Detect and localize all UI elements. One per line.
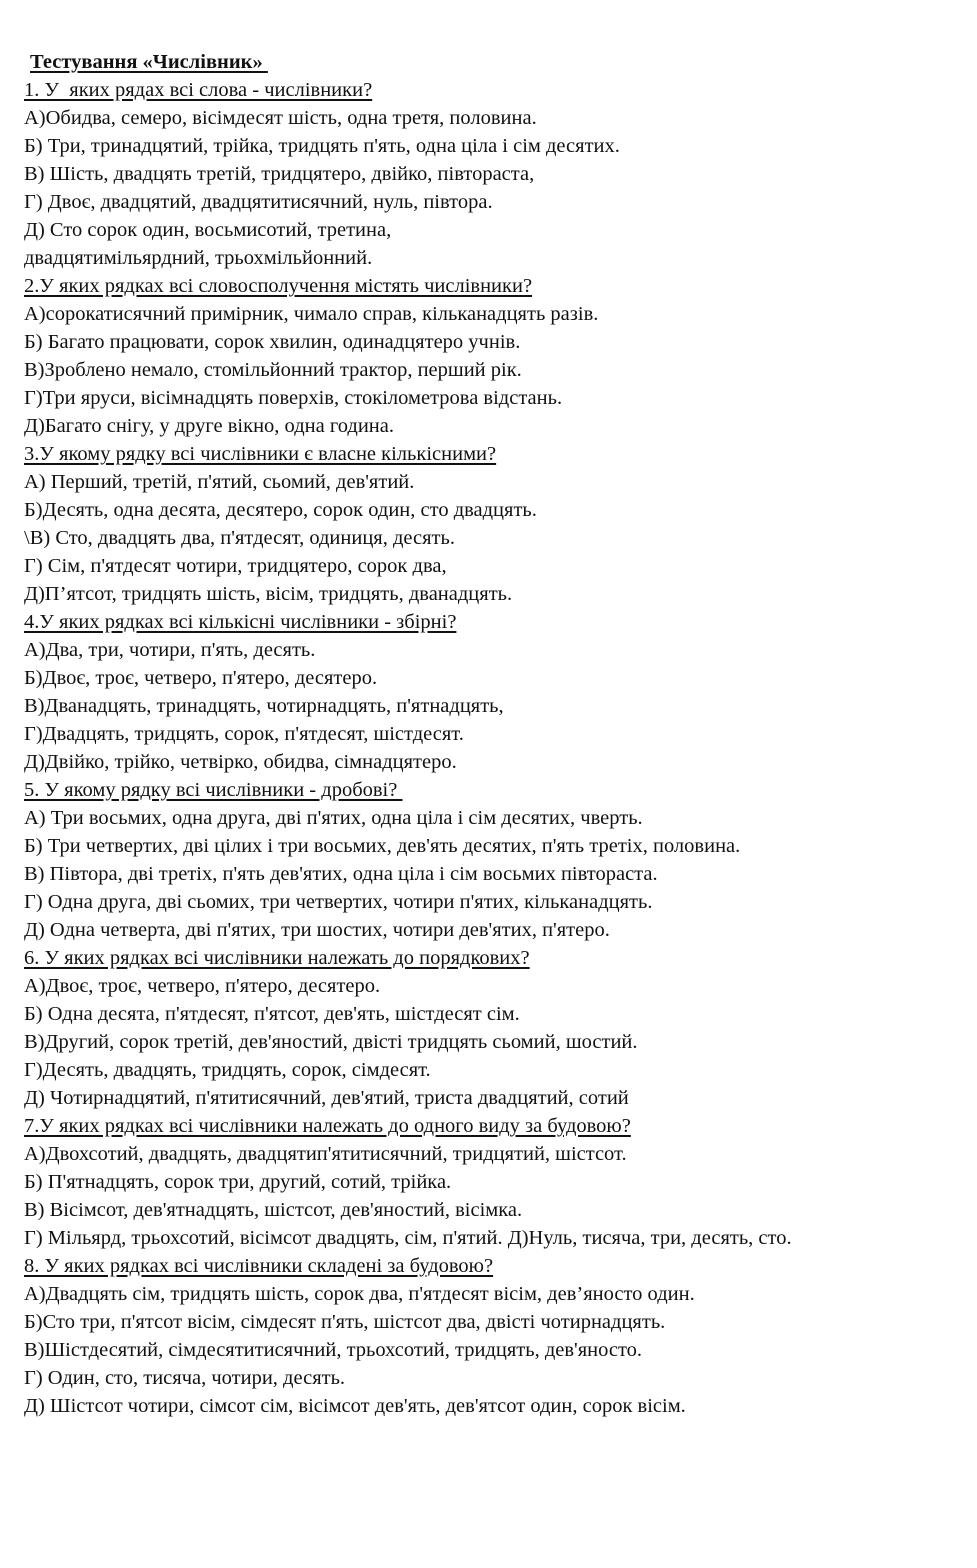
answer-option: А) Три восьмих, одна друга, дві п'ятих, одна ціла і сім десятих, чверть. xyxy=(24,807,643,829)
question-text: 8. У яких рядках всі числівники складені за будовою? xyxy=(24,1255,494,1277)
question-2 xyxy=(24,272,964,440)
answer-option: Г)Двадцять, тридцять, сорок, п'ятдесят, шістдесят. xyxy=(24,723,464,745)
answer-option: Б)Десять, одна десята, десятеро, сорок один, сто двадцять. xyxy=(24,499,537,521)
answer-option: В)Дванадцять, тринадцять, чотирнадцять, п'ятнадцять, xyxy=(24,695,504,717)
question-text: 5. У якому рядку всі числівники - дробові? xyxy=(24,779,403,801)
answer-option: Б) Три, тринадцятий, трійка, тридцять п'ять, одна ціла і сім десятих. xyxy=(24,135,620,157)
answer-option: Б)Сто три, п'ятсот вісім, сімдесят п'ять, шістсот два, двісті чотирнадцять. xyxy=(24,1311,666,1333)
answer-option: Д)П’ятсот, тридцять шість, вісім, тридцять, дванадцять. xyxy=(24,583,513,605)
question-3 xyxy=(24,440,964,608)
question-1 xyxy=(24,76,964,272)
question-8 xyxy=(24,1252,964,1420)
answer-option: \В) Сто, двадцять два, п'ятдесят, одиниця, десять. xyxy=(24,527,455,549)
answer-option: Г) Мільярд, трьохсотий, вісімсот двадцять, сім, п'ятий. Д)Нуль, тисяча, три, десять, сто. xyxy=(24,1227,792,1249)
answer-option: В)Другий, сорок третій, дев'яностий, двісті тридцять сьомий, шостий. xyxy=(24,1031,638,1053)
answer-option: Г) Двоє, двадцятий, двадцятитисячний, нуль, півтора. xyxy=(24,191,493,213)
answer-option: Г) Одна друга, дві сьомих, три четвертих, чотири п'ятих, кільканадцять. xyxy=(24,891,653,913)
answer-option: Д) Сто сорок один, восьмисотий, третина, xyxy=(24,219,392,241)
answer-option: В) Вісімсот, дев'ятнадцять, шістсот, дев'яностий, вісімка. xyxy=(24,1199,523,1221)
answer-option: Б) Три четвертих, дві цілих і три восьмих, дев'ять десятих, п'ять третіх, половина. xyxy=(24,835,741,857)
answer-option: А)Двохсотий, двадцять, двадцятип'ятитисячний, тридцятий, шістсот. xyxy=(24,1143,627,1165)
answer-option: Б) П'ятнадцять, сорок три, другий, сотий, трійка. xyxy=(24,1171,452,1193)
question-7 xyxy=(24,1112,964,1252)
answer-option-continuation: двадцятимільярдний, трьохмільйонний. xyxy=(24,247,373,269)
question-text: 4.У яких рядках всі кількісні числівники - збірні? xyxy=(24,611,457,633)
answer-option: Г) Один, сто, тисяча, чотири, десять. xyxy=(24,1367,346,1389)
question-text: 2.У яких рядках всі словосполучення містять числівники? xyxy=(24,275,533,297)
document-page xyxy=(24,48,964,1420)
question-6 xyxy=(24,944,964,1112)
question-4 xyxy=(24,608,964,776)
document-title: Тестування «Числівник» xyxy=(30,51,268,73)
answer-option: Д) Чотирнадцятий, п'ятитисячний, дев'ятий, триста двадцятий, сотий xyxy=(24,1087,629,1109)
answer-option: Б) Одна десята, п'ятдесят, п'ятсот, дев'ять, шістдесят сім. xyxy=(24,1003,520,1025)
answer-option: В) Шість, двадцять третій, тридцятеро, двійко, півтораста, xyxy=(24,163,535,185)
answer-option: А)сорокатисячний примірник, чимало справ, кільканадцять разів. xyxy=(24,303,599,325)
answer-option: Б)Двоє, троє, четверо, п'ятеро, десятеро. xyxy=(24,667,378,689)
question-text: 3.У якому рядку всі числівники є власне кількісними? xyxy=(24,443,497,465)
answer-option: Д) Одна четверта, дві п'ятих, три шостих, чотири дев'ятих, п'ятеро. xyxy=(24,919,610,941)
answer-option: А) Перший, третій, п'ятий, сьомий, дев'ятий. xyxy=(24,471,415,493)
answer-option: Б) Багато працювати, сорок хвилин, одинадцятеро учнів. xyxy=(24,331,521,353)
answer-option: А)Двоє, троє, четверо, п'ятеро, десятеро. xyxy=(24,975,381,997)
question-text: 6. У яких рядках всі числівники належать до порядкових? xyxy=(24,947,530,969)
question-text: 7.У яких рядках всі числівники належать до одного виду за будовою? xyxy=(24,1115,631,1137)
answer-option: В)Шістдесятий, сімдесятитисячний, трьохсотий, тридцять, дев'яносто. xyxy=(24,1339,643,1361)
answer-option: А)Два, три, чотири, п'ять, десять. xyxy=(24,639,316,661)
answer-option: В) Півтора, дві третіх, п'ять дев'ятих, одна ціла і сім восьмих півтораста. xyxy=(24,863,658,885)
answer-option: Г)Три яруси, вісімнадцять поверхів, стокілометрова відстань. xyxy=(24,387,563,409)
answer-option: Г)Десять, двадцять, тридцять, сорок, сімдесят. xyxy=(24,1059,431,1081)
answer-option: А)Двадцять сім, тридцять шість, сорок два, п'ятдесят вісім, дев’яносто один. xyxy=(24,1283,695,1305)
answer-option: Д)Двійко, трійко, четвірко, обидва, сімнадцятеро. xyxy=(24,751,457,773)
question-5 xyxy=(24,776,964,944)
answer-option: Д)Багато снігу, у друге вікно, одна година. xyxy=(24,415,394,437)
answer-option: А)Обидва, семеро, вісімдесят шість, одна третя, половина. xyxy=(24,107,537,129)
question-text: 1. У яких рядах всі слова - числівники? xyxy=(24,79,373,101)
answer-option: Г) Сім, п'ятдесят чотири, тридцятеро, сорок два, xyxy=(24,555,447,577)
answer-option: Д) Шістсот чотири, сімсот сім, вісімсот дев'ять, дев'ятсот один, сорок вісім. xyxy=(24,1395,686,1417)
answer-option: В)Зроблено немало, стомільйонний трактор, перший рік. xyxy=(24,359,522,381)
